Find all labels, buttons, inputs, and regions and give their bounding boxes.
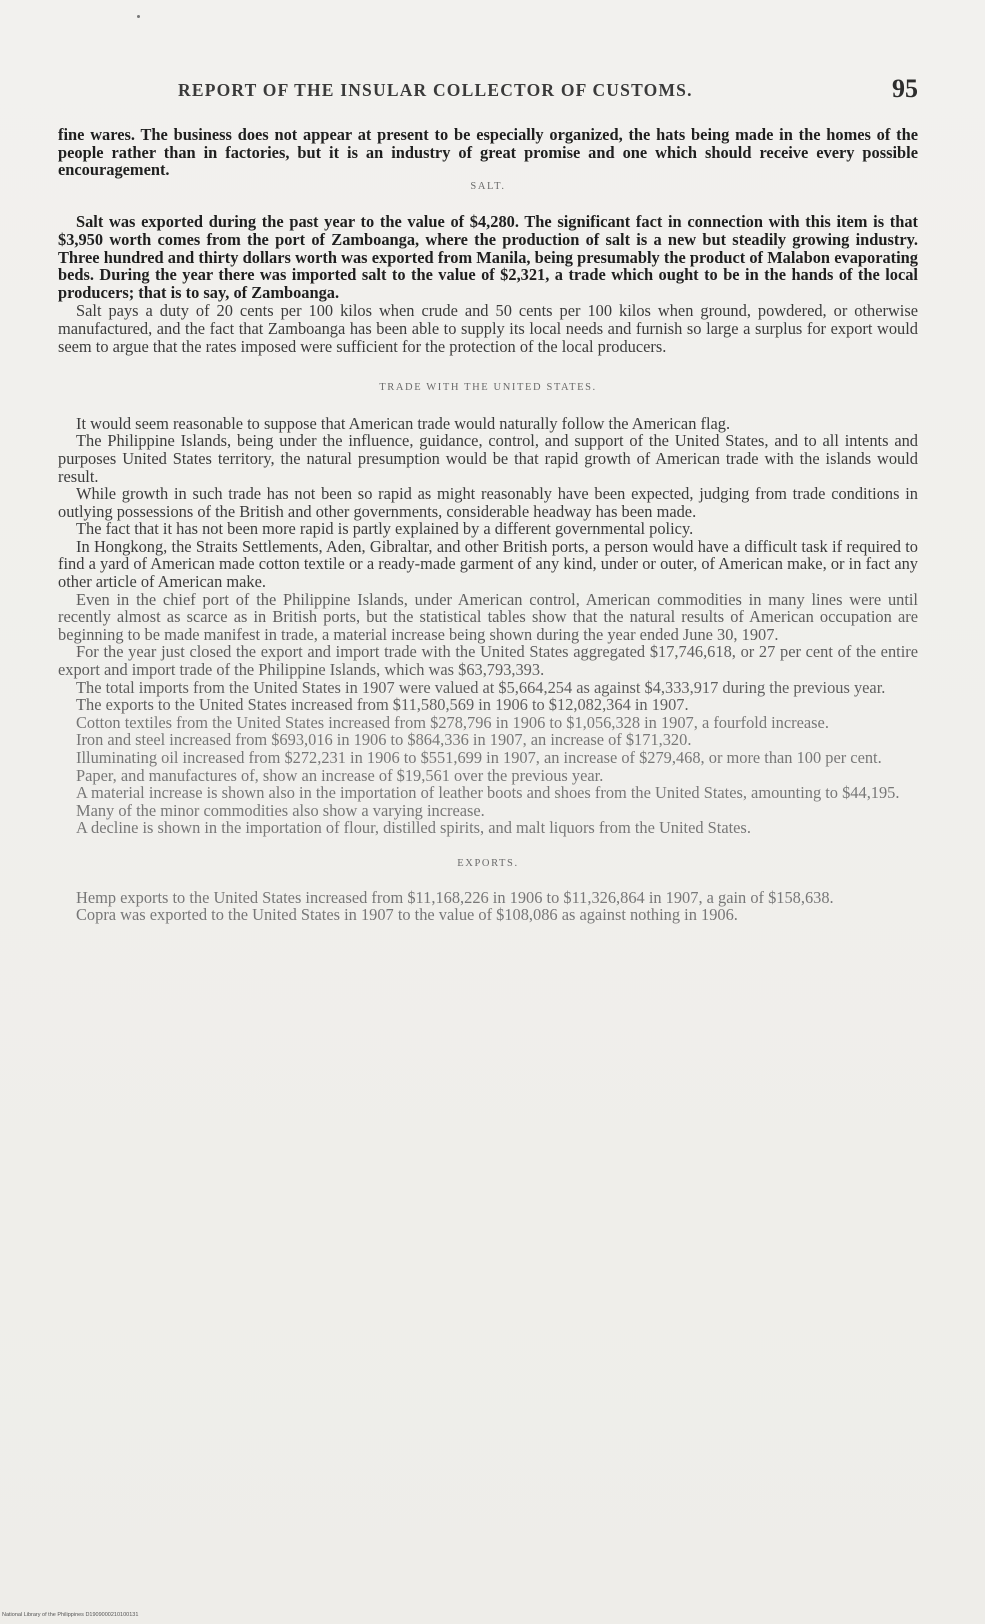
page-header	[58, 74, 918, 106]
paragraph-growth-in-trade: While growth in such trade has not been so rapid as might reasonably have been expected, judging from trade conditions in outlying possessions of the British and other governments, considerable headway has been made.	[58, 484, 918, 521]
paragraph-decline-flour: A decline is shown in the importation of flour, distilled spirits, and malt liquors from the United States.	[76, 818, 751, 838]
paragraph-salt-exports: Salt was exported during the past year to the value of $4,280. The significant fact in connection with this item is that $3,950 worth comes from the port of Zamboanga, where the production of salt is a new but steadily growing industry. Three hundred and thirty dollars worth was exported from Manila, being presumably the product of Malabon evaporating beds. During the year there was imported salt to the value of $2,321, a trade which ought to be in the hands of the local producers; that is to say, of Zamboanga.	[58, 212, 918, 302]
section-heading-salt: SALT.	[470, 180, 506, 192]
section-heading-trade-united-states: TRADE WITH THE UNITED STATES.	[379, 382, 597, 394]
paragraph-iron-steel: Iron and steel increased from $693,016 in 1906 to $864,336 in 1907, an increase of $171,320.	[76, 730, 692, 750]
paragraph-leather-boots: A material increase is shown also in the importation of leather boots and shoes from the United States, amounting to $44,195.	[76, 783, 900, 803]
paragraph-chief-port: Even in the chief port of the Philippine Islands, under American control, American commodities in many lines were until recently almost as scarce as in British ports, but the statistical tables show that the natural results of American occupation are beginning to be made manifest in trade, a material increase being shown during the year ended June 30, 1907.	[58, 589, 918, 644]
running-head: REPORT OF THE INSULAR COLLECTOR OF CUSTOMS.	[178, 80, 693, 100]
section-heading-exports: EXPORTS.	[457, 857, 519, 869]
paragraph-aggregate-trade: For the year just closed the export and import trade with the United States aggregated $17,746,618, or 27 per cent of the entire export and import trade of the Philippine Islands, which was $63,793,393.	[58, 642, 918, 680]
paragraph-copra-exports: Copra was exported to the United States in 1907 to the value of $108,086 as against nothing in 1906.	[76, 905, 738, 925]
scan-footer-id: National Library of the Philippines D1909000210100131	[2, 1612, 139, 1618]
paragraph-hemp-exports: Hemp exports to the United States increased from $11,168,226 in 1906 to $11,326,864 in 1907, a gain of $158,638.	[76, 887, 834, 907]
paragraph-illuminating-oil: Illuminating oil increased from $272,231 in 1906 to $551,699 in 1907, an increase of $279,468, or more than 100 per cent.	[76, 748, 882, 767]
paragraph-paper: Paper, and manufactures of, show an increase of $19,561 over the previous year.	[76, 765, 604, 785]
paragraph-american-flag: It would seem reasonable to suppose that American trade would naturally follow the American flag.	[76, 413, 731, 433]
paragraph-governmental-policy: The fact that it has not been more rapid is partly explained by a different governmental policy.	[76, 519, 694, 539]
paragraph-exports-increase: The exports to the United States increased from $11,580,569 in 1906 to $12,082,364 in 1907.	[76, 695, 689, 715]
paragraph-total-imports: The total imports from the United States in 1907 were valued at $5,664,254 as against $4,333,917 during the previous year.	[76, 677, 886, 697]
paragraph-salt-duty: Salt pays a duty of 20 cents per 100 kilos when crude and 50 cents per 100 kilos when ground, powdered, or otherwise manufactured, and the fact that Zamboanga has been able to supply its local needs and furnish so large a surplus for export would seem to argue that the rates imposed were sufficient for the protection of the local producers.	[58, 301, 918, 356]
paragraph-hats-continued: fine wares. The business does not appear at present to be especially organized, the hats being made in the homes of the people rather than in factories, but it is an industry of great promise and one which should receive every possible encouragement.	[58, 125, 918, 180]
paragraph-philippine-islands: The Philippine Islands, being under the influence, guidance, control, and support of the United States, and to all intents and purposes United States territory, the natural presumption would be that rapid growth of American trade with the islands would result.	[58, 431, 918, 486]
page-body	[58, 126, 918, 924]
page-number: 95	[892, 74, 918, 103]
paragraph-cotton-textiles: Cotton textiles from the United States increased from $278,796 in 1906 to $1,056,328 in 1907, a fourfold increase.	[76, 712, 829, 732]
paragraph-british-ports: In Hongkong, the Straits Settlements, Aden, Gibraltar, and other British ports, a person would have a difficult task if required to find a yard of American made cotton textile or a ready-made garment of any kind, under or outer, of American make, or in fact any other article of American make.	[58, 536, 918, 592]
paragraph-minor-commodities: Many of the minor commodities also show a varying increase.	[76, 800, 485, 820]
scan-speck	[137, 15, 140, 18]
